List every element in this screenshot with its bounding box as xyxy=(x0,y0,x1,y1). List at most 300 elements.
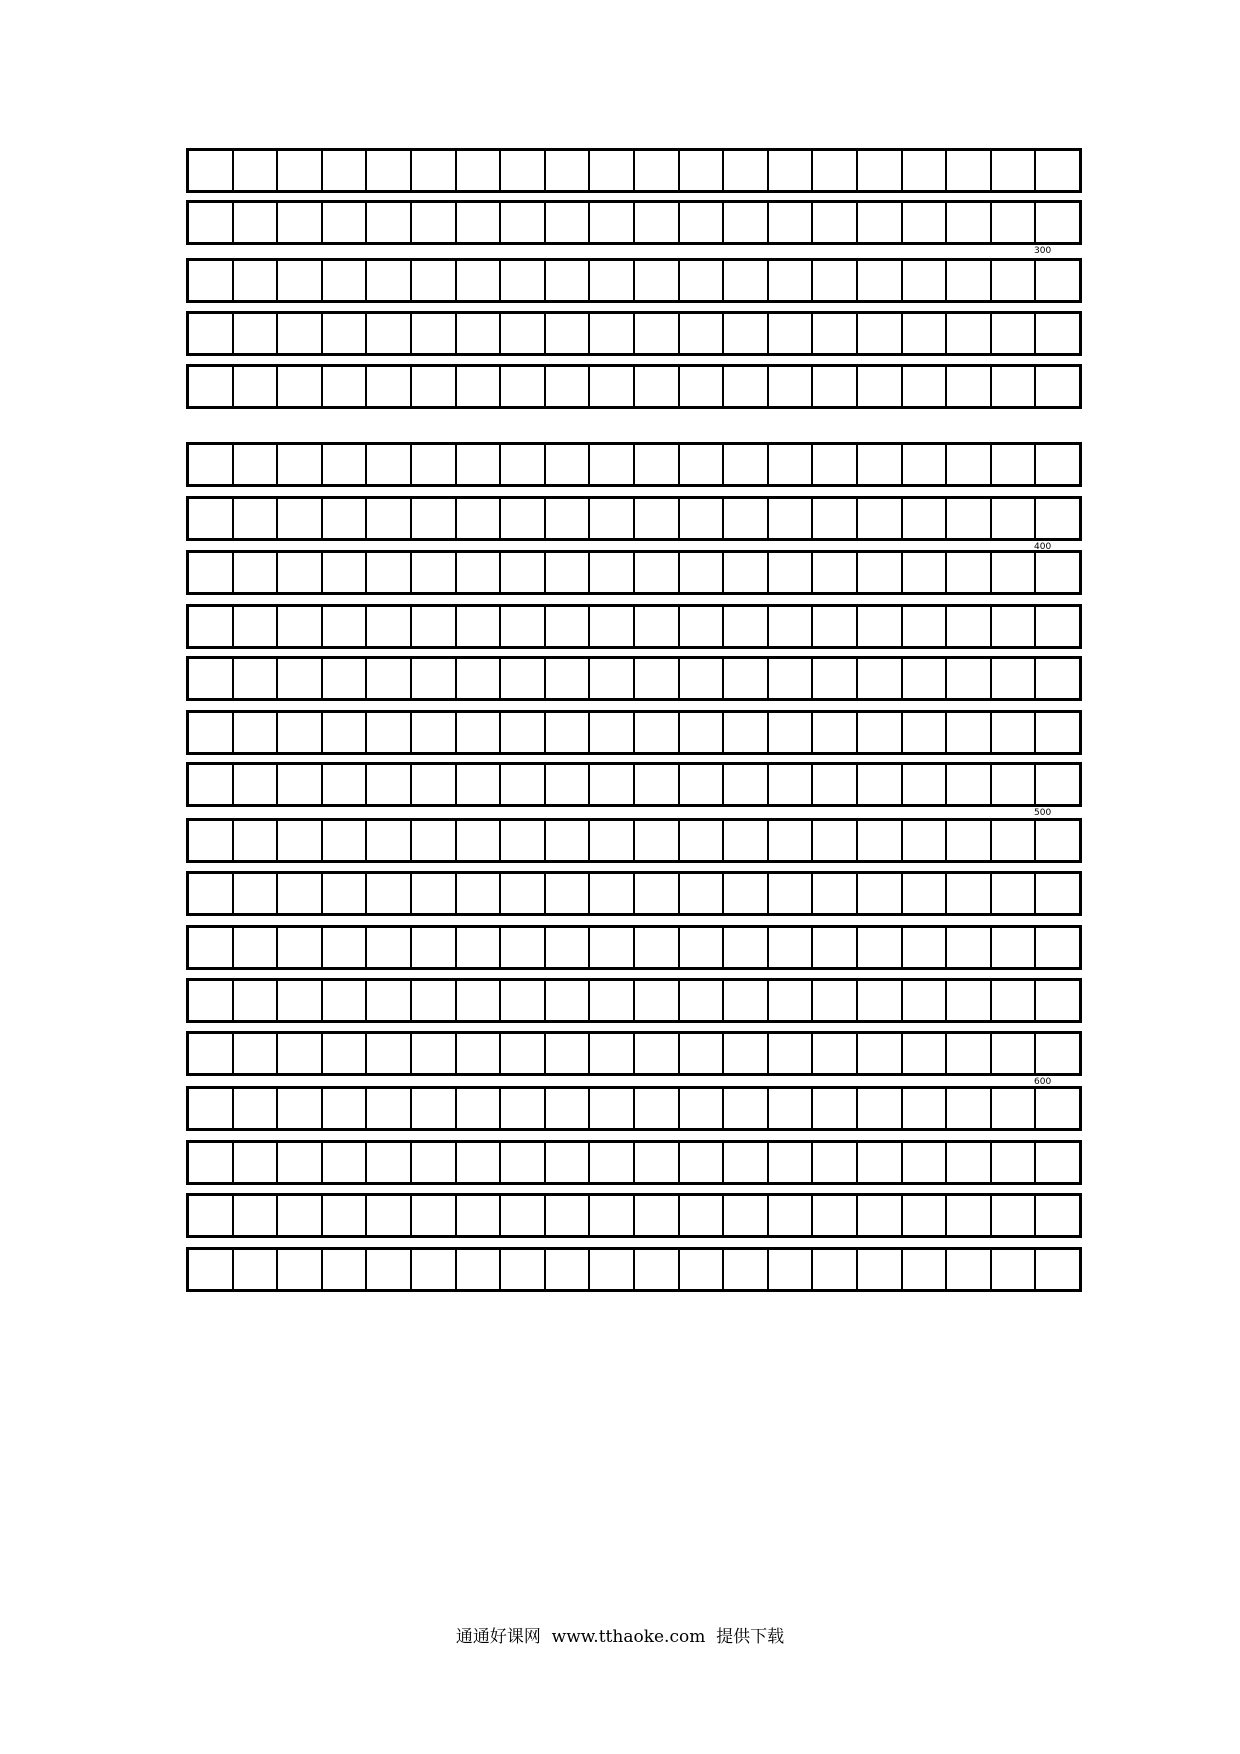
grid-cell xyxy=(232,821,277,860)
grid-cell xyxy=(276,553,321,592)
grid-cell xyxy=(1034,314,1079,353)
grid-cell xyxy=(189,261,232,300)
grid-cell xyxy=(499,1196,544,1235)
grid-cell xyxy=(544,821,589,860)
grid-cell xyxy=(410,1143,455,1182)
grid-row xyxy=(186,1193,1082,1238)
grid-cell xyxy=(767,821,812,860)
grid-cell xyxy=(321,1250,366,1289)
grid-cell xyxy=(1034,203,1079,242)
grid-cell xyxy=(455,499,500,538)
grid-cell xyxy=(722,765,767,804)
grid-cell xyxy=(276,367,321,406)
grid-cell xyxy=(811,607,856,646)
word-count-marker: 600 xyxy=(1034,1077,1052,1087)
grid-cell xyxy=(722,1196,767,1235)
grid-cell xyxy=(945,445,990,484)
grid-cell xyxy=(499,765,544,804)
grid-cell xyxy=(321,203,366,242)
grid-cell xyxy=(945,367,990,406)
grid-cell xyxy=(410,874,455,913)
grid-cell xyxy=(321,1196,366,1235)
grid-cell xyxy=(232,553,277,592)
grid-row xyxy=(186,1247,1082,1292)
grid-cell xyxy=(365,445,410,484)
grid-cell xyxy=(678,314,723,353)
grid-cell xyxy=(767,1250,812,1289)
grid-cell xyxy=(633,553,678,592)
grid-cell xyxy=(856,151,901,190)
grid-cell xyxy=(544,1089,589,1128)
grid-cell xyxy=(544,314,589,353)
grid-cell xyxy=(321,261,366,300)
grid-cell xyxy=(633,261,678,300)
grid-cell xyxy=(365,1196,410,1235)
grid-cell xyxy=(901,713,946,752)
grid-cell xyxy=(410,261,455,300)
grid-cell xyxy=(856,765,901,804)
grid-cell xyxy=(678,874,723,913)
grid-cell xyxy=(499,499,544,538)
grid-cell xyxy=(856,553,901,592)
grid-cell xyxy=(990,659,1035,698)
grid-cell xyxy=(455,553,500,592)
grid-cell xyxy=(276,607,321,646)
grid-cell xyxy=(232,1143,277,1182)
grid-cell xyxy=(767,928,812,967)
grid-cell xyxy=(455,151,500,190)
grid-cell xyxy=(232,1089,277,1128)
grid-cell xyxy=(499,1143,544,1182)
grid-cell xyxy=(189,367,232,406)
grid-cell xyxy=(1034,1089,1079,1128)
grid-cell xyxy=(455,874,500,913)
grid-cell xyxy=(945,499,990,538)
grid-row xyxy=(186,978,1082,1023)
grid-cell xyxy=(365,314,410,353)
grid-cell xyxy=(455,765,500,804)
grid-cell xyxy=(189,314,232,353)
grid-cell xyxy=(410,713,455,752)
grid-cell xyxy=(990,1196,1035,1235)
grid-row xyxy=(186,710,1082,755)
grid-cell xyxy=(678,607,723,646)
grid-cell xyxy=(1034,659,1079,698)
grid-cell xyxy=(856,1196,901,1235)
grid-row xyxy=(186,1140,1082,1185)
grid-cell xyxy=(945,821,990,860)
grid-cell xyxy=(588,261,633,300)
word-count-marker: 400 xyxy=(1034,542,1052,552)
grid-cell xyxy=(588,203,633,242)
grid-cell xyxy=(365,261,410,300)
grid-cell xyxy=(901,553,946,592)
grid-cell xyxy=(767,981,812,1020)
grid-cell xyxy=(276,499,321,538)
grid-cell xyxy=(588,1250,633,1289)
grid-cell xyxy=(499,445,544,484)
grid-cell xyxy=(499,367,544,406)
grid-cell xyxy=(499,928,544,967)
grid-cell xyxy=(365,874,410,913)
grid-cell xyxy=(990,607,1035,646)
grid-cell xyxy=(232,928,277,967)
grid-cell xyxy=(365,821,410,860)
grid-cell xyxy=(321,765,366,804)
grid-row xyxy=(186,364,1082,409)
grid-cell xyxy=(633,765,678,804)
grid-cell xyxy=(189,607,232,646)
grid-cell xyxy=(901,928,946,967)
grid-row xyxy=(186,604,1082,649)
grid-cell xyxy=(410,151,455,190)
grid-cell xyxy=(811,874,856,913)
grid-cell xyxy=(767,1034,812,1073)
grid-cell xyxy=(856,821,901,860)
grid-cell xyxy=(410,607,455,646)
grid-cell xyxy=(811,499,856,538)
grid-cell xyxy=(811,713,856,752)
grid-row xyxy=(186,871,1082,916)
grid-cell xyxy=(189,981,232,1020)
grid-cell xyxy=(588,981,633,1020)
grid-cell xyxy=(1034,367,1079,406)
grid-cell xyxy=(945,765,990,804)
grid-cell xyxy=(410,981,455,1020)
grid-cell xyxy=(232,1196,277,1235)
grid-cell xyxy=(811,1250,856,1289)
grid-cell xyxy=(189,874,232,913)
grid-row xyxy=(186,148,1082,193)
grid-cell xyxy=(1034,607,1079,646)
grid-cell xyxy=(901,1143,946,1182)
grid-cell xyxy=(767,659,812,698)
grid-cell xyxy=(856,607,901,646)
grid-row xyxy=(186,1031,1082,1076)
grid-cell xyxy=(499,553,544,592)
grid-cell xyxy=(767,765,812,804)
grid-cell xyxy=(365,367,410,406)
grid-cell xyxy=(767,203,812,242)
grid-cell xyxy=(321,1143,366,1182)
grid-cell xyxy=(365,981,410,1020)
grid-cell xyxy=(856,928,901,967)
grid-cell xyxy=(365,765,410,804)
grid-cell xyxy=(678,445,723,484)
grid-cell xyxy=(767,607,812,646)
grid-cell xyxy=(455,928,500,967)
grid-cell xyxy=(722,261,767,300)
grid-cell xyxy=(410,1196,455,1235)
grid-cell xyxy=(767,499,812,538)
grid-cell xyxy=(856,203,901,242)
grid-cell xyxy=(633,981,678,1020)
grid-cell xyxy=(945,314,990,353)
grid-cell xyxy=(945,261,990,300)
grid-cell xyxy=(767,713,812,752)
grid-cell xyxy=(232,765,277,804)
grid-cell xyxy=(856,1034,901,1073)
grid-cell xyxy=(189,1143,232,1182)
footer-credit: 通通好课网 www.tthaoke.com 提供下载 xyxy=(455,1627,785,1647)
grid-cell xyxy=(945,981,990,1020)
grid-cell xyxy=(678,1196,723,1235)
grid-cell xyxy=(276,928,321,967)
grid-cell xyxy=(811,1089,856,1128)
grid-cell xyxy=(365,1143,410,1182)
grid-cell xyxy=(544,261,589,300)
grid-cell xyxy=(945,1034,990,1073)
grid-cell xyxy=(767,874,812,913)
grid-row xyxy=(186,496,1082,541)
grid-cell xyxy=(767,261,812,300)
grid-cell xyxy=(455,607,500,646)
grid-cell xyxy=(678,981,723,1020)
grid-cell xyxy=(276,1196,321,1235)
grid-cell xyxy=(232,499,277,538)
grid-cell xyxy=(990,553,1035,592)
grid-cell xyxy=(811,928,856,967)
grid-cell xyxy=(544,874,589,913)
grid-cell xyxy=(990,981,1035,1020)
grid-cell xyxy=(365,499,410,538)
grid-cell xyxy=(588,1196,633,1235)
grid-cell xyxy=(678,765,723,804)
grid-cell xyxy=(499,151,544,190)
grid-cell xyxy=(811,821,856,860)
grid-cell xyxy=(945,607,990,646)
grid-cell xyxy=(678,203,723,242)
grid-cell xyxy=(189,553,232,592)
grid-cell xyxy=(189,659,232,698)
grid-cell xyxy=(455,1196,500,1235)
grid-cell xyxy=(990,713,1035,752)
grid-cell xyxy=(276,1143,321,1182)
grid-cell xyxy=(990,765,1035,804)
grid-cell xyxy=(544,1143,589,1182)
grid-cell xyxy=(276,151,321,190)
grid-cell xyxy=(321,499,366,538)
grid-cell xyxy=(232,607,277,646)
grid-cell xyxy=(588,821,633,860)
grid-cell xyxy=(945,151,990,190)
grid-cell xyxy=(588,928,633,967)
grid-cell xyxy=(276,261,321,300)
grid-cell xyxy=(678,367,723,406)
grid-cell xyxy=(499,874,544,913)
grid-cell xyxy=(588,874,633,913)
grid-cell xyxy=(633,151,678,190)
grid-cell xyxy=(588,1034,633,1073)
grid-cell xyxy=(722,607,767,646)
grid-cell xyxy=(232,981,277,1020)
grid-row xyxy=(186,258,1082,303)
grid-cell xyxy=(410,553,455,592)
grid-row xyxy=(186,200,1082,245)
grid-cell xyxy=(410,928,455,967)
grid-cell xyxy=(410,1034,455,1073)
grid-cell xyxy=(410,659,455,698)
grid-cell xyxy=(276,445,321,484)
grid-cell xyxy=(722,151,767,190)
grid-cell xyxy=(276,981,321,1020)
grid-cell xyxy=(588,713,633,752)
grid-cell xyxy=(722,1250,767,1289)
grid-cell xyxy=(633,445,678,484)
grid-cell xyxy=(678,821,723,860)
grid-cell xyxy=(276,203,321,242)
grid-cell xyxy=(455,203,500,242)
grid-cell xyxy=(544,1196,589,1235)
grid-cell xyxy=(722,1143,767,1182)
grid-cell xyxy=(544,607,589,646)
grid-cell xyxy=(544,1250,589,1289)
grid-cell xyxy=(189,151,232,190)
grid-cell xyxy=(990,445,1035,484)
grid-cell xyxy=(321,607,366,646)
grid-cell xyxy=(945,1089,990,1128)
grid-cell xyxy=(633,607,678,646)
grid-cell xyxy=(189,928,232,967)
grid-cell xyxy=(722,981,767,1020)
grid-cell xyxy=(1034,1143,1079,1182)
grid-cell xyxy=(544,499,589,538)
grid-cell xyxy=(1034,261,1079,300)
grid-cell xyxy=(189,445,232,484)
grid-cell xyxy=(276,1034,321,1073)
grid-cell xyxy=(811,981,856,1020)
grid-cell xyxy=(588,607,633,646)
grid-cell xyxy=(811,203,856,242)
grid-cell xyxy=(410,1089,455,1128)
grid-cell xyxy=(1034,445,1079,484)
grid-cell xyxy=(189,765,232,804)
grid-cell xyxy=(678,261,723,300)
grid-cell xyxy=(945,1250,990,1289)
grid-cell xyxy=(410,1250,455,1289)
grid-cell xyxy=(678,1250,723,1289)
grid-cell xyxy=(321,1089,366,1128)
grid-cell xyxy=(499,607,544,646)
grid-cell xyxy=(901,1034,946,1073)
grid-cell xyxy=(811,367,856,406)
grid-cell xyxy=(633,821,678,860)
grid-row xyxy=(186,442,1082,487)
grid-cell xyxy=(321,445,366,484)
word-count-marker: 300 xyxy=(1034,246,1052,256)
grid-cell xyxy=(455,1034,500,1073)
grid-row xyxy=(186,550,1082,595)
grid-cell xyxy=(321,928,366,967)
grid-cell xyxy=(633,1250,678,1289)
grid-cell xyxy=(410,821,455,860)
grid-cell xyxy=(811,1034,856,1073)
grid-cell xyxy=(901,1196,946,1235)
grid-cell xyxy=(901,981,946,1020)
grid-cell xyxy=(499,659,544,698)
grid-cell xyxy=(189,713,232,752)
grid-cell xyxy=(499,1034,544,1073)
grid-cell xyxy=(499,203,544,242)
grid-cell xyxy=(901,367,946,406)
grid-cell xyxy=(856,314,901,353)
grid-cell xyxy=(544,445,589,484)
grid-cell xyxy=(455,1143,500,1182)
grid-cell xyxy=(856,499,901,538)
grid-cell xyxy=(276,314,321,353)
grid-row xyxy=(186,1086,1082,1131)
grid-cell xyxy=(499,1089,544,1128)
grid-cell xyxy=(321,659,366,698)
grid-cell xyxy=(321,821,366,860)
grid-cell xyxy=(455,261,500,300)
grid-cell xyxy=(811,553,856,592)
grid-cell xyxy=(990,1034,1035,1073)
grid-cell xyxy=(365,553,410,592)
grid-cell xyxy=(544,659,589,698)
grid-cell xyxy=(1034,928,1079,967)
grid-cell xyxy=(633,659,678,698)
grid-cell xyxy=(588,367,633,406)
grid-cell xyxy=(722,1034,767,1073)
grid-cell xyxy=(678,713,723,752)
grid-cell xyxy=(901,203,946,242)
grid-cell xyxy=(811,659,856,698)
grid-row xyxy=(186,818,1082,863)
grid-cell xyxy=(232,1034,277,1073)
grid-cell xyxy=(633,874,678,913)
grid-cell xyxy=(455,314,500,353)
grid-cell xyxy=(990,874,1035,913)
grid-cell xyxy=(455,659,500,698)
grid-cell xyxy=(722,203,767,242)
grid-cell xyxy=(678,1089,723,1128)
grid-cell xyxy=(990,151,1035,190)
grid-cell xyxy=(544,928,589,967)
grid-cell xyxy=(945,203,990,242)
grid-cell xyxy=(588,553,633,592)
grid-cell xyxy=(544,765,589,804)
grid-cell xyxy=(1034,151,1079,190)
grid-cell xyxy=(232,261,277,300)
grid-cell xyxy=(365,928,410,967)
grid-cell xyxy=(901,314,946,353)
grid-cell xyxy=(901,261,946,300)
grid-cell xyxy=(945,874,990,913)
grid-cell xyxy=(455,1250,500,1289)
grid-cell xyxy=(189,1089,232,1128)
grid-cell xyxy=(633,499,678,538)
grid-cell xyxy=(811,445,856,484)
grid-cell xyxy=(945,1143,990,1182)
grid-cell xyxy=(678,151,723,190)
grid-cell xyxy=(722,553,767,592)
grid-cell xyxy=(321,1034,366,1073)
grid-cell xyxy=(1034,821,1079,860)
grid-cell xyxy=(811,1196,856,1235)
grid-cell xyxy=(276,1250,321,1289)
grid-cell xyxy=(410,445,455,484)
grid-cell xyxy=(321,314,366,353)
grid-cell xyxy=(811,314,856,353)
grid-cell xyxy=(722,499,767,538)
grid-cell xyxy=(901,1250,946,1289)
grid-cell xyxy=(856,659,901,698)
grid-cell xyxy=(189,1034,232,1073)
grid-cell xyxy=(276,713,321,752)
grid-cell xyxy=(901,659,946,698)
grid-cell xyxy=(588,765,633,804)
